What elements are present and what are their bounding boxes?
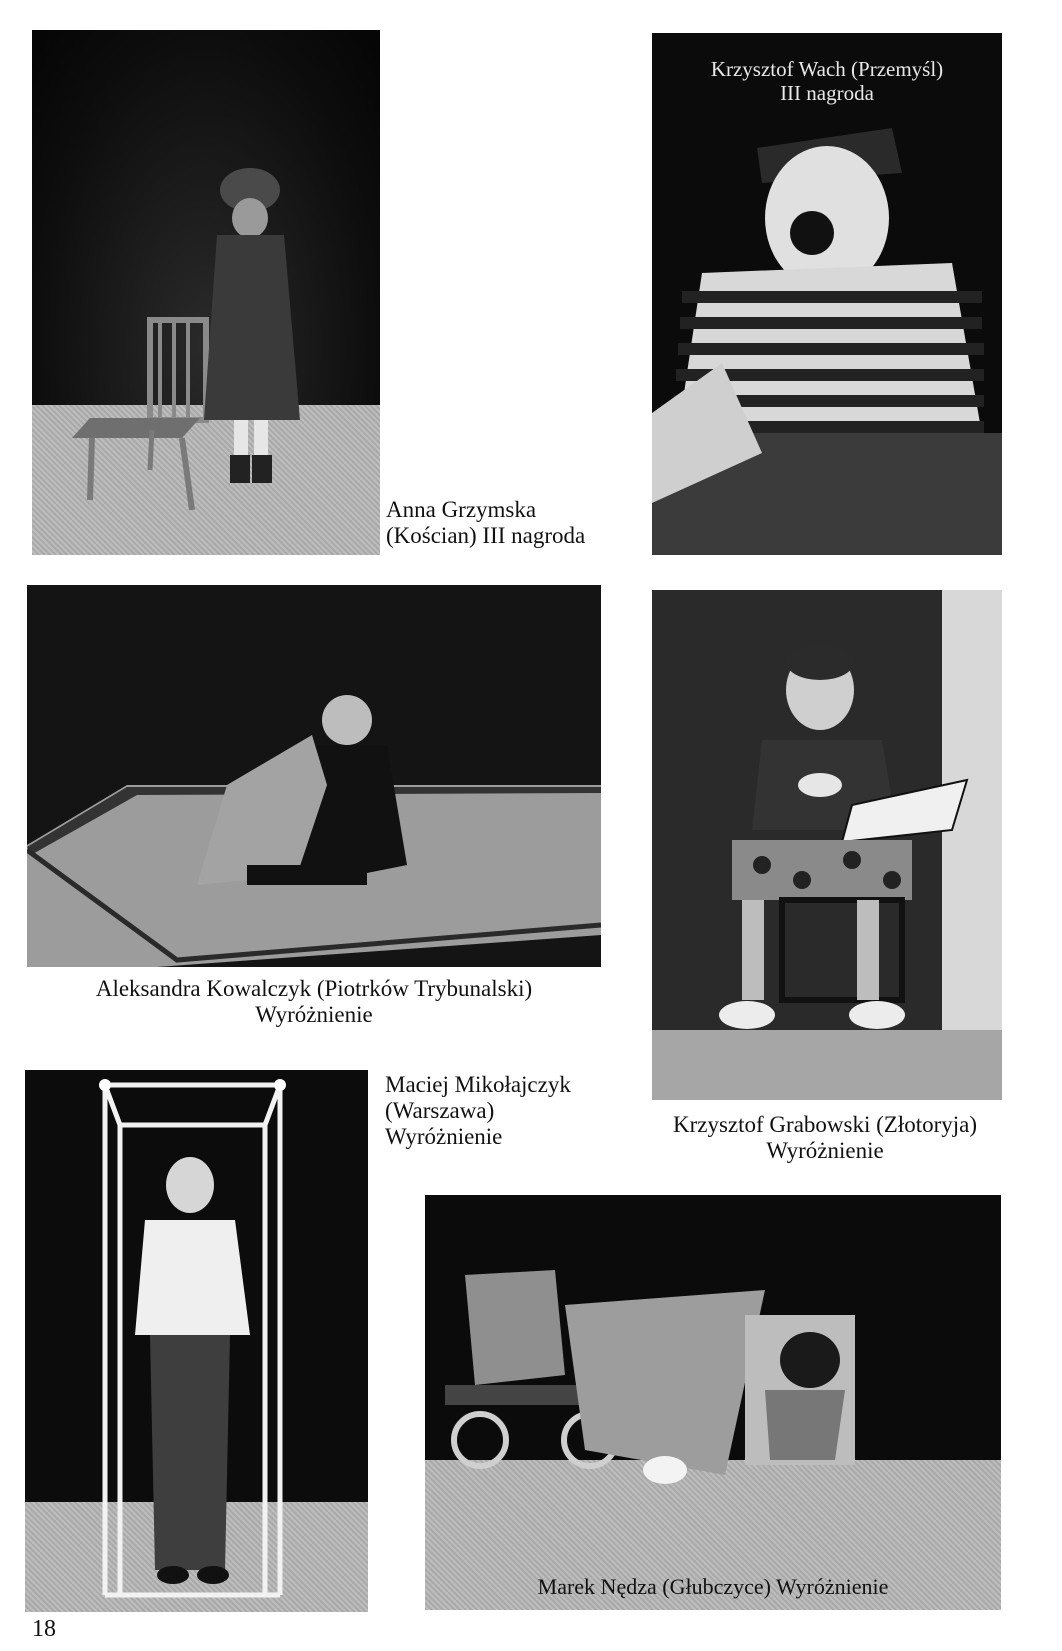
caption-krzysztof-grabowski — [640, 1112, 1010, 1164]
photo-krzysztof-wach — [652, 33, 1002, 555]
caption-krzysztof-wach-name: Krzysztof Wach (Przemyśl) — [710, 57, 944, 81]
caption-marek-nedza: Marek Nędza (Głubczyce) Wyróżnienie — [537, 1574, 889, 1599]
caption-krzysztof-wach-prize: III nagroda — [780, 81, 874, 105]
photo-aleksandra-kowalczyk — [27, 585, 601, 967]
figure-boy-reading — [652, 590, 1002, 1100]
caption-krzysztof-grabowski-name: Krzysztof Grabowski (Złotoryja) — [672, 1112, 978, 1137]
page-number: 18 — [32, 1616, 56, 1642]
caption-maciej-prize: Wyróżnienie — [385, 1124, 503, 1149]
figure-woman-with-chair — [32, 30, 380, 555]
caption-krzysztof-grabowski-prize: Wyróżnienie — [766, 1138, 884, 1163]
caption-aleksandra-name: Aleksandra Kowalczyk (Piotrków Trybunalski) — [95, 976, 533, 1001]
figure-man-in-frame — [25, 1070, 368, 1612]
figure-girl-on-stage — [27, 585, 601, 967]
photo-krzysztof-grabowski — [652, 590, 1002, 1100]
caption-anna-grzymska — [386, 497, 585, 549]
photo-marek-nedza — [425, 1195, 1001, 1610]
caption-aleksandra-prize: Wyróżnienie — [255, 1002, 373, 1027]
caption-maciej-name: Maciej Mikołajczyk — [385, 1072, 571, 1097]
figure-clown-boy — [652, 33, 1002, 555]
caption-anna-detail: (Kościan) III nagroda — [386, 523, 586, 548]
caption-maciej-city: (Warszawa) — [385, 1098, 495, 1123]
caption-maciej-mikolajczyk — [385, 1072, 571, 1150]
photo-anna-grzymska — [32, 30, 380, 555]
caption-anna-name: Anna Grzymska — [386, 497, 537, 522]
photo-maciej-mikolajczyk — [25, 1070, 368, 1612]
caption-aleksandra-kowalczyk — [27, 976, 601, 1028]
caption-krzysztof-wach — [652, 57, 1002, 105]
figure-pram-and-box — [425, 1195, 1001, 1610]
